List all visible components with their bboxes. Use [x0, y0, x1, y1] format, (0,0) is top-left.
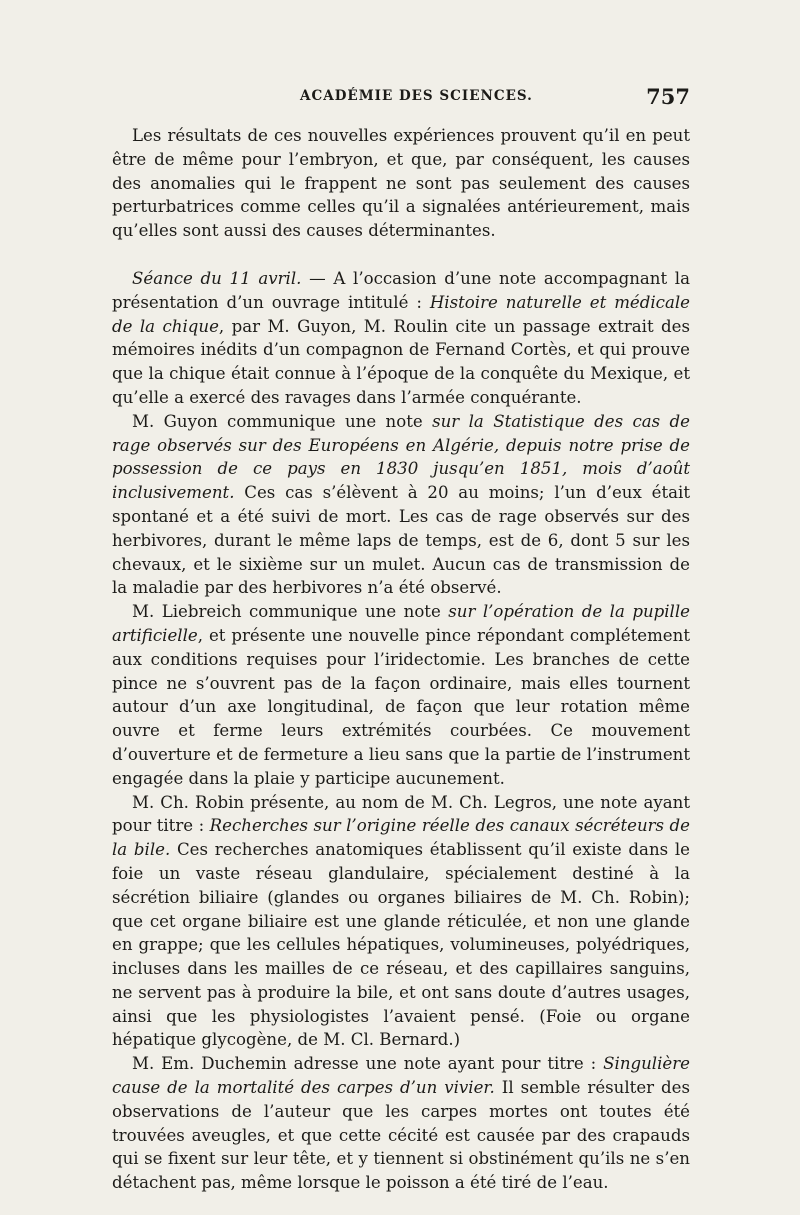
- liebreich-text-b: , et présente une nouvelle pince répondant complétement aux conditions requises pour l’iridectomie. Les branches de cette pince ne s’ouvrent pas de la façon ordinaire, mais elles tournent autour d’un axe longitudinal, de façon que leur rotation même ouvre et ferme leurs extrémités courbées. Ce mouvement d’ouverture et de fermeture a lieu sans que la partie de l’instrument engagée dans la plaie y participe aucunement.: [112, 625, 690, 788]
- paragraph-results: [112, 124, 690, 243]
- paragraph-results-text: Les résultats de ces nouvelles expériences prouvent qu’il en peut être de même pour l’embryon, et que, par conséquent, les causes des anomalies qui le frappent ne sont pas seulement des causes perturbatrices comme celles qu’il a signalées antérieurement, mais qu’elles sont aussi des causes déterminantes.: [112, 126, 690, 241]
- liebreich-text-a: M. Liebreich communique une note: [132, 602, 449, 622]
- seance-heading: Séance du 11 avril.: [132, 268, 302, 288]
- page-number: 757: [646, 84, 690, 109]
- duchemin-text-a: M. Em. Duchemin adresse une note ayant pour titre :: [132, 1054, 604, 1074]
- seance-text-a: — A l’occasion d’une note accompagnant la présentation d’un ouvrage intitulé :: [112, 268, 690, 312]
- robin-text-a: M. Ch. Robin présente, au nom de M. Ch. Legros, une note ayant pour titre :: [112, 792, 690, 836]
- paragraph-guyon: [112, 410, 690, 600]
- liebreich-note-title: sur l’opération de la pupille artificielle: [112, 602, 690, 645]
- guyon-text-a: M. Guyon communique une note: [132, 411, 433, 431]
- running-title: ACADÉMIE DES SCIENCES.: [300, 88, 533, 104]
- guyon-text-b: Ces cas s’élèvent à 20 au moins; l’un d’eux était spontané et a été suivi de mort. Les cas de rage observés sur des herbivores, durant le même laps de temps, est de 6, dont 5 sur les chevaux, et le sixième sur un mulet. Aucun cas de transmission de la maladie par des herbivores n’a été observé.: [112, 483, 690, 598]
- paragraph-seance: [112, 267, 690, 410]
- robin-text-b: Ces recherches anatomiques établissent qu’il existe dans le foie un vaste réseau glandulaire, spécialement destiné à la sécrétion biliaire (glandes ou organes biliaires de M. Ch. Robin); que cet organe biliaire est une glande réticulée, et non une glande en grappe; que les cellules hépatiques, volumineuses, polyédriques, incluses dans les mailles de ce réseau, et des capillaires sanguins, ne servent pas à produire la bile, et ont sans doute d’autres usages, ainsi que les physiologistes l’avaient pensé. (Foie ou organe hépatique glycogène, de M. Cl. Bernard.): [112, 840, 690, 1050]
- robin-note-title: Recherches sur l’origine réelle des canaux sécréteurs de la bile.: [112, 816, 690, 860]
- duchemin-note-title: Singulière cause de la mortalité des carpes d’un vivier.: [112, 1054, 690, 1098]
- seance-book-title: Histoire naturelle et médicale de la chique: [112, 292, 690, 336]
- duchemin-text-b: Il semble résulter des observations de l’auteur que les carpes mortes ont toutes été trouvées aveugles, et que cette cécité est causée par des crapauds qui se fixent sur leur tête, et y tiennent si obstinément qu’ils ne s’en détachent pas, même lorsque le poisson a été tiré de l’eau.: [112, 1078, 691, 1193]
- body-text: [112, 124, 690, 1195]
- running-head: [108, 84, 690, 110]
- paragraph-robin: [112, 791, 690, 1053]
- guyon-note-title: sur la Statistique des cas de rage observés sur des Européens en Algérie, depuis notre prise de possession de ce pays en 1830 jusqu’en 1851, mois d’août inclusivement.: [112, 411, 690, 503]
- paragraph-liebreich: [112, 600, 690, 790]
- paragraph-duchemin: [112, 1052, 690, 1195]
- seance-text-b: , par M. Guyon, M. Roulin cite un passage extrait des mémoires inédits d’un compagnon de Fernand Cortès, et qui prouve que la chique était connue à l’époque de la conquête du Mexique, et qu’elle a exercé des ravages dans l’armée conquérante.: [112, 316, 690, 407]
